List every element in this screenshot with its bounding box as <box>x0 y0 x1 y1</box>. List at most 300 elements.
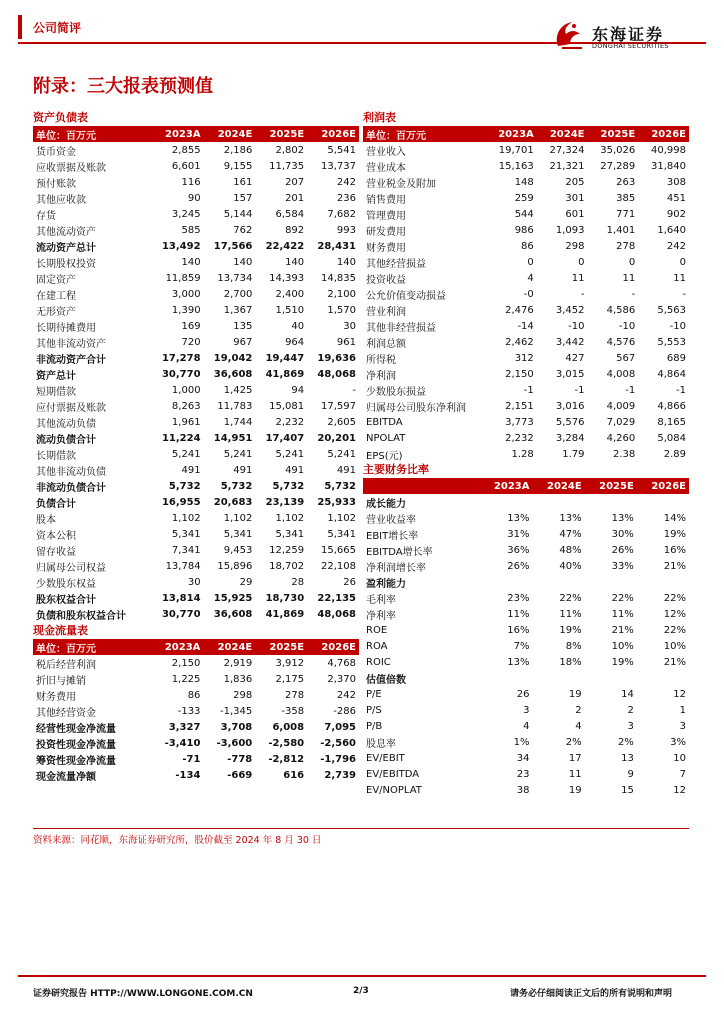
cell-value: 36,608 <box>213 608 253 620</box>
table-row <box>33 462 359 478</box>
cell-value: 1,744 <box>223 416 253 428</box>
cell-value: 11% <box>507 608 530 620</box>
table-row <box>363 190 689 206</box>
cell-value: 34 <box>516 752 530 764</box>
cell-value: 1.28 <box>511 448 534 460</box>
cell-value: 30 <box>343 320 356 332</box>
footer-left: 证券研究报告 HTTP://WWW.LONGONE.COM.CN <box>33 989 253 999</box>
table-row <box>33 430 359 446</box>
row-label: 少数股东损益 <box>366 386 426 398</box>
cell-value <box>480 670 532 686</box>
cell-value: 28 <box>291 576 305 588</box>
table-row <box>363 238 689 254</box>
cell-value: 616 <box>283 769 305 781</box>
cell-value: 3,015 <box>555 368 585 380</box>
cell-value: 491 <box>233 464 253 476</box>
table-row <box>363 270 689 286</box>
cell-value: 28,431 <box>317 240 356 252</box>
cell-value: 14 <box>621 688 634 700</box>
table-row <box>33 270 359 286</box>
row-label: 其他经营损益 <box>366 258 426 270</box>
cell-value: 298 <box>233 689 253 701</box>
cell-value: 15,896 <box>217 560 253 572</box>
cell-value: 2.89 <box>663 448 686 460</box>
table-row <box>33 719 359 735</box>
cell-value: 762 <box>233 224 253 236</box>
cell-value: 48,068 <box>317 368 356 380</box>
cell-value: 26 <box>343 576 356 588</box>
cell-value: -2,580 <box>268 737 305 749</box>
cell-value: 11% <box>559 608 582 620</box>
row-label: 营业税金及附加 <box>366 178 436 190</box>
cell-value: 4 <box>527 272 534 284</box>
page-title: 附录：三大报表预测值 <box>33 76 213 97</box>
cell-value: 21,321 <box>549 160 585 172</box>
cell-value: 5,341 <box>223 528 253 540</box>
row-label: 长期股权投资 <box>36 258 96 270</box>
cell-value: 986 <box>514 224 534 236</box>
cell-value <box>637 494 689 510</box>
table-row <box>33 206 359 222</box>
cell-value: 5,553 <box>657 336 686 348</box>
company-logo <box>552 18 702 56</box>
row-label: 利润总额 <box>366 338 406 350</box>
cell-value: 10% <box>663 640 686 652</box>
cell-value: 3,708 <box>220 721 253 733</box>
cell-value: 1,367 <box>223 304 253 316</box>
cell-value: 242 <box>666 240 686 252</box>
table-header-row <box>363 126 689 142</box>
table-row <box>33 558 359 574</box>
report-type-label: 公司简评 <box>33 21 82 35</box>
row-label: 其他应收款 <box>36 194 86 206</box>
cell-value: 205 <box>565 176 585 188</box>
cell-value: 5,576 <box>555 416 585 428</box>
cell-value: 48% <box>559 544 582 556</box>
table-row <box>363 350 689 366</box>
cell-value: 2026E <box>307 126 359 142</box>
cell-value: 15,163 <box>498 160 534 172</box>
row-label: 单位：百万元 <box>363 126 486 142</box>
cell-value: 2024E <box>537 126 588 142</box>
table-row <box>33 350 359 366</box>
cell-value: 4,768 <box>327 657 356 669</box>
cell-value: -1,345 <box>220 705 253 717</box>
cell-value <box>533 670 585 686</box>
table-row <box>363 766 689 782</box>
cell-value: - <box>631 288 636 300</box>
cell-value: 5,241 <box>275 448 305 460</box>
cell-value: 13% <box>507 656 530 668</box>
table-row <box>33 494 359 510</box>
cell-value: -1 <box>625 384 636 396</box>
row-label: 股东权益合计 <box>36 594 96 606</box>
table-row <box>33 574 359 590</box>
left-column <box>33 110 359 783</box>
cell-value: 2,232 <box>275 416 305 428</box>
cell-value: 2,150 <box>171 657 201 669</box>
cell-value: 22% <box>663 592 686 604</box>
cell-value: 30 <box>187 576 201 588</box>
footer-divider <box>18 975 706 977</box>
cell-value: 27,324 <box>549 144 585 156</box>
cell-value: 3,284 <box>555 432 585 444</box>
cell-value: 2,400 <box>275 288 305 300</box>
cell-value: -2,560 <box>320 737 356 749</box>
cell-value: 21% <box>663 560 686 572</box>
cell-value: -0 <box>523 288 534 300</box>
cell-value: 4,864 <box>657 368 686 380</box>
cell-value: 140 <box>233 256 253 268</box>
cell-value: 7,095 <box>324 721 356 733</box>
dragon-logo-icon <box>552 18 586 52</box>
row-label: 营业收入 <box>366 146 406 158</box>
cell-value: 5,732 <box>220 480 253 492</box>
cell-value: -1 <box>574 384 585 396</box>
table-row <box>33 286 359 302</box>
cell-value: 2025E <box>255 126 307 142</box>
row-label: 流动负债合计 <box>36 434 96 446</box>
cell-value: 2,462 <box>505 336 534 348</box>
table-row <box>363 622 689 638</box>
table-row <box>363 654 689 670</box>
table-row <box>363 414 689 430</box>
table-row <box>363 318 689 334</box>
cell-value: 22,108 <box>321 560 356 572</box>
cell-value: 17,566 <box>213 240 253 252</box>
row-label: 现金流量净额 <box>36 771 96 783</box>
cell-value <box>480 574 532 590</box>
cell-value: 2 <box>627 704 634 716</box>
cell-value: 8% <box>565 640 582 652</box>
cell-value: 11 <box>568 768 582 780</box>
cell-value: 0 <box>527 256 534 268</box>
row-label: 负债和股东权益合计 <box>36 610 126 622</box>
row-label: P/S <box>366 704 382 716</box>
cell-value: 2,476 <box>505 304 534 316</box>
cell-value: 2023A <box>152 639 204 655</box>
cell-value: 90 <box>187 192 201 204</box>
table-row <box>363 158 689 174</box>
cell-value: 14,393 <box>269 272 305 284</box>
cell-value: 36,608 <box>213 368 253 380</box>
cell-value: 5,084 <box>657 432 686 444</box>
cell-value: 11,735 <box>269 160 305 172</box>
cell-value: 967 <box>233 336 253 348</box>
row-label: ROIC <box>366 656 391 668</box>
cell-value: 13,784 <box>165 560 201 572</box>
cell-value: 13% <box>507 512 530 524</box>
cell-value: 31,840 <box>651 160 686 172</box>
table-row <box>363 142 689 158</box>
cell-value: 22% <box>611 592 634 604</box>
table-row <box>363 286 689 302</box>
cell-value: 3,773 <box>505 416 534 428</box>
cell-value: 41,869 <box>265 608 305 620</box>
cell-value: -778 <box>227 753 253 765</box>
cell-value: 5,732 <box>272 480 305 492</box>
cell-value <box>637 670 689 686</box>
cell-value: 3,016 <box>555 400 585 412</box>
table-header-row <box>363 478 689 494</box>
cell-value: -358 <box>281 705 305 717</box>
cell-value: 2,151 <box>505 400 534 412</box>
cell-value: 4,260 <box>606 432 636 444</box>
row-label: 估值倍数 <box>366 674 406 686</box>
row-label <box>363 478 480 494</box>
cell-value: 4,009 <box>606 400 636 412</box>
row-label: 毛利率 <box>366 594 396 606</box>
cell-value <box>585 494 637 510</box>
row-label: 筹资性现金净流量 <box>36 755 116 767</box>
cell-value: 116 <box>181 176 201 188</box>
cell-value: 11 <box>622 272 636 284</box>
cell-value: 1,510 <box>275 304 305 316</box>
row-label: 其他流动负债 <box>36 418 96 430</box>
row-label: 投资性现金净流量 <box>36 739 116 751</box>
table-row <box>363 574 689 590</box>
cell-value: 2,175 <box>275 673 305 685</box>
cell-value: 17,278 <box>161 352 201 364</box>
cell-value: 2,370 <box>327 673 356 685</box>
cell-value: 14,951 <box>213 432 253 444</box>
row-label: 资产总计 <box>36 370 76 382</box>
row-label: 所得税 <box>366 354 396 366</box>
table-row <box>33 142 359 158</box>
cell-value: 22% <box>663 624 686 636</box>
cell-value: 19% <box>559 624 582 636</box>
table-row <box>363 174 689 190</box>
income-statement-title: 利润表 <box>363 111 396 124</box>
cell-value: 86 <box>521 240 534 252</box>
cell-value: 491 <box>181 464 201 476</box>
source-divider <box>33 828 689 829</box>
row-label: EPS(元) <box>366 450 403 462</box>
cell-value: 2,739 <box>324 769 356 781</box>
cell-value: 2023A <box>480 478 532 494</box>
table-row <box>33 606 359 622</box>
cell-value: 8,263 <box>171 400 201 412</box>
cell-value: 2025E <box>255 639 307 655</box>
cell-value: 33% <box>611 560 634 572</box>
cell-value: 13% <box>559 512 582 524</box>
row-label: 其他非流动负债 <box>36 466 106 478</box>
cell-value: 9,155 <box>223 160 253 172</box>
cell-value: 9 <box>627 768 634 780</box>
cell-value: 544 <box>514 208 534 220</box>
cell-value: 14% <box>663 512 686 524</box>
cell-value: 3 <box>523 704 530 716</box>
cell-value: -10 <box>568 320 585 332</box>
row-label: 资本公积 <box>36 530 76 542</box>
row-label: 营业利润 <box>366 306 406 318</box>
cell-value: - <box>352 384 356 396</box>
cell-value: 18,702 <box>269 560 305 572</box>
table-row <box>363 302 689 318</box>
cell-value: -1 <box>676 384 686 396</box>
cell-value: 26% <box>611 544 634 556</box>
table-row <box>363 526 689 542</box>
cell-value: 5,241 <box>171 448 201 460</box>
row-label: 非流动负债合计 <box>36 482 106 494</box>
cell-value: -14 <box>517 320 534 332</box>
cell-value: 27,289 <box>600 160 636 172</box>
cell-value: 26 <box>516 688 530 700</box>
table-row <box>33 238 359 254</box>
row-label: 财务费用 <box>36 691 76 703</box>
cell-value: 1,000 <box>171 384 201 396</box>
cell-value: 7,682 <box>327 208 356 220</box>
table-row <box>363 542 689 558</box>
table-row <box>33 687 359 703</box>
table-row <box>363 590 689 606</box>
cell-value: 140 <box>285 256 305 268</box>
cell-value: 21% <box>611 624 634 636</box>
cell-value: -3,410 <box>164 737 201 749</box>
cell-value: 30,770 <box>161 368 201 380</box>
cell-value: 5,732 <box>168 480 201 492</box>
cell-value: 13,492 <box>161 240 201 252</box>
cell-value: 263 <box>616 176 636 188</box>
cell-value: 11% <box>611 608 634 620</box>
cell-value: 278 <box>285 689 305 701</box>
row-label: 净利润增长率 <box>366 562 426 574</box>
cell-value: 6,584 <box>275 208 305 220</box>
row-label: 长期借款 <box>36 450 76 462</box>
cell-value: 4 <box>575 720 582 732</box>
cell-value: 427 <box>565 352 585 364</box>
row-label: 其他经营资金 <box>36 707 96 719</box>
cell-value: 242 <box>336 176 356 188</box>
cell-value: 1,390 <box>171 304 201 316</box>
cell-value: 19 <box>568 784 582 796</box>
footer-disclaimer: 请务必仔细阅读正文后的所有说明和声明 <box>510 989 673 999</box>
table-row <box>363 734 689 750</box>
cell-value: 2024E <box>203 639 255 655</box>
cell-value: 12% <box>663 608 686 620</box>
table-row <box>363 670 689 686</box>
row-label: P/B <box>366 720 383 732</box>
cell-value: 11,783 <box>217 400 253 412</box>
table-row <box>363 782 689 798</box>
cell-value: 17,597 <box>321 400 356 412</box>
table-row <box>363 686 689 702</box>
cell-value: 259 <box>514 192 534 204</box>
cell-value: -10 <box>669 320 686 332</box>
row-label: EV/EBITDA <box>366 768 420 780</box>
cell-value: 17 <box>568 752 582 764</box>
table-row <box>33 655 359 671</box>
row-label: 货币资金 <box>36 146 76 158</box>
cell-value: 5,241 <box>223 448 253 460</box>
cell-value: 2,700 <box>223 288 253 300</box>
cell-value: 5,563 <box>657 304 686 316</box>
cell-value: 19 <box>568 688 582 700</box>
cell-value: 201 <box>285 192 305 204</box>
table-row <box>33 254 359 270</box>
table-row <box>33 446 359 462</box>
cell-value: 2% <box>565 736 582 748</box>
cell-value: 1,570 <box>327 304 356 316</box>
table-header-row <box>33 639 359 655</box>
row-label: 存货 <box>36 210 56 222</box>
cell-value: 47% <box>559 528 582 540</box>
table-row <box>33 366 359 382</box>
cell-value: -669 <box>227 769 253 781</box>
cell-value: 1,225 <box>171 673 201 685</box>
cell-value <box>585 670 637 686</box>
cell-value: 2026E <box>637 478 689 494</box>
cell-value: 1,425 <box>223 384 253 396</box>
cell-value: 135 <box>233 320 253 332</box>
cell-value: 16% <box>663 544 686 556</box>
cell-value: 1,640 <box>657 224 686 236</box>
header-accent-bar <box>18 15 22 39</box>
balance-sheet-title: 资产负债表 <box>33 111 88 124</box>
cell-value: -1,796 <box>320 753 356 765</box>
cell-value: 26% <box>507 560 530 572</box>
cell-value: 7% <box>513 640 530 652</box>
cell-value: 12 <box>673 688 686 700</box>
row-label: 单位：百万元 <box>33 126 152 142</box>
cell-value: 20,683 <box>213 496 253 508</box>
cell-value: 2,100 <box>327 288 356 300</box>
row-label: 净利润 <box>366 370 396 382</box>
cell-value: 2024E <box>204 126 256 142</box>
cell-value: 41,869 <box>265 368 305 380</box>
cell-value: 2026E <box>638 126 689 142</box>
row-label: 财务费用 <box>366 242 406 254</box>
cell-value: 2,802 <box>275 144 305 156</box>
cell-value: 3,000 <box>171 288 201 300</box>
cell-value: -1 <box>523 384 534 396</box>
cell-value: 148 <box>514 176 534 188</box>
row-label: 负债合计 <box>36 498 76 510</box>
cell-value: 16% <box>507 624 530 636</box>
cell-value: 3,912 <box>275 657 305 669</box>
cell-value: 3 <box>679 720 686 732</box>
cell-value: 308 <box>666 176 686 188</box>
table-row <box>363 254 689 270</box>
table-row <box>33 671 359 687</box>
row-label: EBITDA增长率 <box>366 546 433 558</box>
row-label: 流动资产总计 <box>36 242 96 254</box>
cell-value: 312 <box>514 352 534 364</box>
cell-value: 25,933 <box>317 496 356 508</box>
cell-value: 236 <box>336 192 356 204</box>
cell-value: 13,814 <box>161 592 201 604</box>
table-row <box>363 446 689 462</box>
cell-value: 140 <box>181 256 201 268</box>
cell-value: 491 <box>336 464 356 476</box>
cell-value: 86 <box>187 689 201 701</box>
row-label: EV/EBIT <box>366 752 405 764</box>
cell-value: 12,259 <box>269 544 305 556</box>
cell-value: 720 <box>181 336 201 348</box>
cell-value: 961 <box>336 336 356 348</box>
row-label: 无形资产 <box>36 306 76 318</box>
cell-value: 40% <box>559 560 582 572</box>
cell-value: 17,407 <box>265 432 305 444</box>
cell-value: 451 <box>666 192 686 204</box>
row-label: 销售费用 <box>366 194 406 206</box>
row-label: 净利率 <box>366 610 396 622</box>
cell-value: 19,447 <box>265 352 305 364</box>
cell-value: 0 <box>679 256 686 268</box>
cell-value: 2023A <box>152 126 204 142</box>
cell-value: 242 <box>336 689 356 701</box>
row-label: 单位：百万元 <box>33 639 152 655</box>
